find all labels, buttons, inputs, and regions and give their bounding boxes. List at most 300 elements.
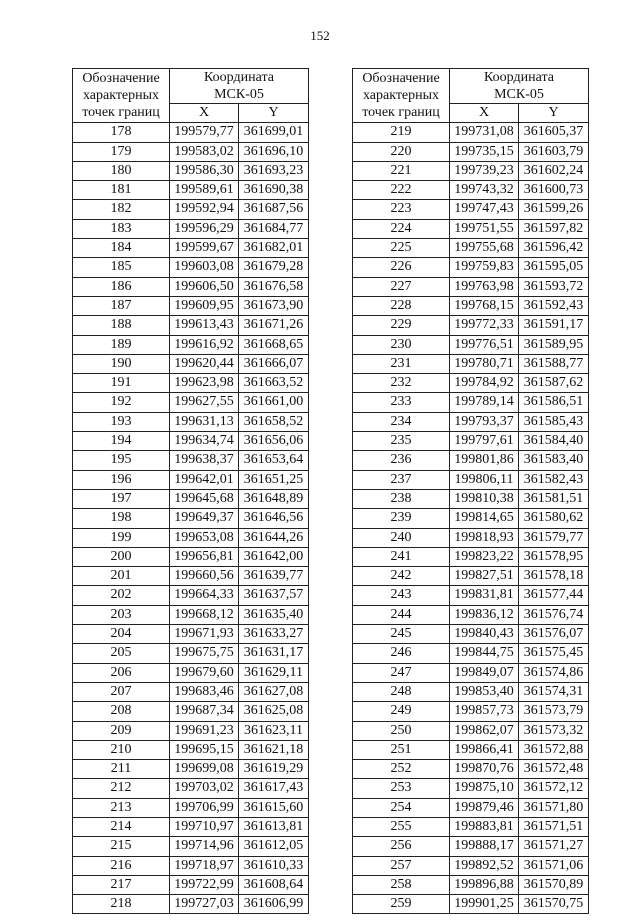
table-row <box>353 817 589 836</box>
point-number-cell: 250 <box>353 721 450 740</box>
x-coordinate-cell: 199883,81 <box>450 817 519 836</box>
x-coordinate-cell: 199645,68 <box>170 489 239 508</box>
y-coordinate-cell: 361571,27 <box>519 837 589 856</box>
table-row <box>353 123 589 142</box>
point-number-cell: 198 <box>73 509 170 528</box>
y-coordinate-cell: 361571,80 <box>519 798 589 817</box>
table-row <box>353 721 589 740</box>
x-coordinate-cell: 199718,97 <box>170 856 239 875</box>
y-coordinate-cell: 361600,73 <box>519 181 589 200</box>
table-row <box>353 509 589 528</box>
table-row <box>73 682 309 701</box>
point-number-cell: 220 <box>353 142 450 161</box>
header-line: МСК-05 <box>494 87 544 102</box>
y-coordinate-cell: 361599,26 <box>519 200 589 219</box>
x-coordinate-cell: 199653,08 <box>170 528 239 547</box>
point-number-cell: 216 <box>73 856 170 875</box>
x-column-header: X <box>450 104 519 123</box>
x-coordinate-cell: 199831,81 <box>450 586 519 605</box>
point-number-cell: 195 <box>73 451 170 470</box>
y-coordinate-cell: 361578,95 <box>519 547 589 566</box>
table-row <box>73 123 309 142</box>
point-number-cell: 249 <box>353 702 450 721</box>
point-number-cell: 247 <box>353 663 450 682</box>
x-coordinate-cell: 199583,02 <box>170 142 239 161</box>
y-coordinate-cell: 361658,52 <box>239 412 309 431</box>
y-coordinate-cell: 361570,75 <box>519 895 589 914</box>
point-number-cell: 193 <box>73 412 170 431</box>
table-row <box>353 605 589 624</box>
x-coordinate-cell: 199735,15 <box>450 142 519 161</box>
point-number-cell: 227 <box>353 277 450 296</box>
table-row <box>73 586 309 605</box>
x-coordinate-cell: 199589,61 <box>170 181 239 200</box>
y-coordinate-cell: 361572,88 <box>519 740 589 759</box>
table-row <box>353 354 589 373</box>
point-number-cell: 212 <box>73 779 170 798</box>
y-coordinate-cell: 361575,45 <box>519 644 589 663</box>
x-coordinate-cell: 199862,07 <box>450 721 519 740</box>
table-row <box>73 702 309 721</box>
x-coordinate-cell: 199710,97 <box>170 817 239 836</box>
table-row <box>353 296 589 315</box>
y-coordinate-cell: 361621,18 <box>239 740 309 759</box>
point-number-cell: 185 <box>73 258 170 277</box>
point-number-cell: 182 <box>73 200 170 219</box>
point-number-cell: 251 <box>353 740 450 759</box>
y-coordinate-cell: 361639,77 <box>239 567 309 586</box>
point-number-cell: 238 <box>353 489 450 508</box>
point-number-cell: 209 <box>73 721 170 740</box>
table-row <box>353 335 589 354</box>
table-row <box>353 181 589 200</box>
point-number-cell: 179 <box>73 142 170 161</box>
x-coordinate-cell: 199827,51 <box>450 567 519 586</box>
x-coordinate-cell: 199840,43 <box>450 625 519 644</box>
point-number-cell: 242 <box>353 567 450 586</box>
point-number-cell: 178 <box>73 123 170 142</box>
table-row <box>73 258 309 277</box>
table-row <box>73 528 309 547</box>
point-number-cell: 199 <box>73 528 170 547</box>
x-coordinate-cell: 199722,99 <box>170 875 239 894</box>
table-row <box>73 837 309 856</box>
x-coordinate-cell: 199866,41 <box>450 740 519 759</box>
y-coordinate-cell: 361679,28 <box>239 258 309 277</box>
table-row <box>353 316 589 335</box>
x-coordinate-cell: 199806,11 <box>450 470 519 489</box>
point-number-cell: 228 <box>353 296 450 315</box>
x-coordinate-cell: 199638,37 <box>170 451 239 470</box>
y-coordinate-cell: 361572,12 <box>519 779 589 798</box>
point-number-cell: 206 <box>73 663 170 682</box>
point-number-cell: 189 <box>73 335 170 354</box>
x-coordinate-cell: 199823,22 <box>450 547 519 566</box>
y-coordinate-cell: 361605,37 <box>519 123 589 142</box>
x-coordinate-cell: 199772,33 <box>450 316 519 335</box>
y-coordinate-cell: 361606,99 <box>239 895 309 914</box>
y-coordinate-cell: 361673,90 <box>239 296 309 315</box>
y-coordinate-cell: 361595,05 <box>519 258 589 277</box>
x-coordinate-cell: 199683,46 <box>170 682 239 701</box>
table-row <box>73 335 309 354</box>
point-number-cell: 186 <box>73 277 170 296</box>
x-coordinate-cell: 199656,81 <box>170 547 239 566</box>
table-row <box>73 277 309 296</box>
table-row <box>73 470 309 489</box>
page-number: 152 <box>310 28 330 43</box>
x-coordinate-cell: 199836,12 <box>450 605 519 624</box>
coordinates-table-right <box>352 68 589 914</box>
table-row <box>353 779 589 798</box>
point-number-cell: 224 <box>353 219 450 238</box>
point-number-cell: 221 <box>353 161 450 180</box>
x-coordinate-cell: 199609,95 <box>170 296 239 315</box>
point-number-cell: 256 <box>353 837 450 856</box>
point-number-cell: 236 <box>353 451 450 470</box>
point-number-cell: 225 <box>353 239 450 258</box>
table-body-left <box>73 123 309 914</box>
y-coordinate-cell: 361571,06 <box>519 856 589 875</box>
y-coordinate-cell: 361693,23 <box>239 161 309 180</box>
y-coordinate-cell: 361580,62 <box>519 509 589 528</box>
y-coordinate-cell: 361696,10 <box>239 142 309 161</box>
x-coordinate-cell: 199691,23 <box>170 721 239 740</box>
y-coordinate-cell: 361582,43 <box>519 470 589 489</box>
table-row <box>353 277 589 296</box>
table-row <box>353 470 589 489</box>
x-coordinate-cell: 199784,92 <box>450 374 519 393</box>
point-number-cell: 210 <box>73 740 170 759</box>
x-coordinate-cell: 199706,99 <box>170 798 239 817</box>
x-coordinate-cell: 199679,60 <box>170 663 239 682</box>
y-coordinate-cell: 361617,43 <box>239 779 309 798</box>
table-row <box>353 586 589 605</box>
table-row <box>73 798 309 817</box>
y-coordinate-cell: 361653,64 <box>239 451 309 470</box>
x-coordinate-cell: 199892,52 <box>450 856 519 875</box>
header-line: Обозначение <box>362 71 440 87</box>
y-coordinate-cell: 361593,72 <box>519 277 589 296</box>
table-row <box>73 817 309 836</box>
table-row <box>353 740 589 759</box>
y-coordinate-cell: 361656,06 <box>239 432 309 451</box>
table-row <box>73 663 309 682</box>
x-coordinate-cell: 199613,43 <box>170 316 239 335</box>
table-row <box>73 856 309 875</box>
x-coordinate-cell: 199596,29 <box>170 219 239 238</box>
y-coordinate-cell: 361633,27 <box>239 625 309 644</box>
point-number-cell: 245 <box>353 625 450 644</box>
point-number-cell: 203 <box>73 605 170 624</box>
y-coordinate-cell: 361583,40 <box>519 451 589 470</box>
point-number-cell: 231 <box>353 354 450 373</box>
x-coordinate-cell: 199870,76 <box>450 760 519 779</box>
y-coordinate-cell: 361597,82 <box>519 219 589 238</box>
point-number-cell: 237 <box>353 470 450 489</box>
table-row <box>353 798 589 817</box>
table-row <box>353 200 589 219</box>
point-number-cell: 223 <box>353 200 450 219</box>
point-number-cell: 205 <box>73 644 170 663</box>
x-column-header: X <box>170 104 239 123</box>
y-coordinate-cell: 361644,26 <box>239 528 309 547</box>
table-row <box>353 451 589 470</box>
point-number-cell: 253 <box>353 779 450 798</box>
coordinate-system-header <box>170 69 309 104</box>
x-coordinate-cell: 199888,17 <box>450 837 519 856</box>
point-number-cell: 215 <box>73 837 170 856</box>
x-coordinate-cell: 199849,07 <box>450 663 519 682</box>
y-coordinate-cell: 361576,74 <box>519 605 589 624</box>
point-number-cell: 234 <box>353 412 450 431</box>
table-row <box>73 432 309 451</box>
table-row <box>353 895 589 914</box>
point-number-cell: 211 <box>73 760 170 779</box>
y-coordinate-cell: 361651,25 <box>239 470 309 489</box>
x-coordinate-cell: 199620,44 <box>170 354 239 373</box>
table-row <box>73 740 309 759</box>
x-coordinate-cell: 199634,74 <box>170 432 239 451</box>
x-coordinate-cell: 199793,37 <box>450 412 519 431</box>
y-coordinate-cell: 361570,89 <box>519 875 589 894</box>
table-row <box>73 721 309 740</box>
x-coordinate-cell: 199810,38 <box>450 489 519 508</box>
table-row <box>353 547 589 566</box>
table-row <box>73 239 309 258</box>
point-number-cell: 233 <box>353 393 450 412</box>
table-row <box>353 258 589 277</box>
x-coordinate-cell: 199631,13 <box>170 412 239 431</box>
table-row <box>353 219 589 238</box>
x-coordinate-cell: 199616,92 <box>170 335 239 354</box>
y-coordinate-cell: 361577,44 <box>519 586 589 605</box>
table-row <box>73 393 309 412</box>
y-coordinate-cell: 361625,08 <box>239 702 309 721</box>
y-coordinate-cell: 361581,51 <box>519 489 589 508</box>
x-coordinate-cell: 199780,71 <box>450 354 519 373</box>
y-coordinate-cell: 361690,38 <box>239 181 309 200</box>
table-row <box>353 663 589 682</box>
point-number-cell: 243 <box>353 586 450 605</box>
table-row <box>73 567 309 586</box>
x-coordinate-cell: 199579,77 <box>170 123 239 142</box>
x-coordinate-cell: 199603,08 <box>170 258 239 277</box>
x-coordinate-cell: 199627,55 <box>170 393 239 412</box>
x-coordinate-cell: 199801,86 <box>450 451 519 470</box>
x-coordinate-cell: 199747,43 <box>450 200 519 219</box>
y-coordinate-cell: 361615,60 <box>239 798 309 817</box>
y-coordinate-cell: 361671,26 <box>239 316 309 335</box>
y-coordinate-cell: 361646,56 <box>239 509 309 528</box>
y-coordinate-cell: 361627,08 <box>239 682 309 701</box>
table-row <box>73 181 309 200</box>
table-row <box>73 760 309 779</box>
table-row <box>353 142 589 161</box>
y-column-header: Y <box>519 104 589 123</box>
x-coordinate-cell: 199642,01 <box>170 470 239 489</box>
y-coordinate-cell: 361684,77 <box>239 219 309 238</box>
y-coordinate-cell: 361589,95 <box>519 335 589 354</box>
point-number-cell: 230 <box>353 335 450 354</box>
y-coordinate-cell: 361584,40 <box>519 432 589 451</box>
x-coordinate-cell: 199699,08 <box>170 760 239 779</box>
x-coordinate-cell: 199896,88 <box>450 875 519 894</box>
table-row <box>353 161 589 180</box>
y-coordinate-cell: 361579,77 <box>519 528 589 547</box>
header-line: Координата <box>204 70 274 85</box>
point-number-cell: 259 <box>353 895 450 914</box>
table-row <box>353 625 589 644</box>
y-coordinate-cell: 361592,43 <box>519 296 589 315</box>
x-coordinate-cell: 199731,08 <box>450 123 519 142</box>
point-number-cell: 241 <box>353 547 450 566</box>
x-coordinate-cell: 199623,98 <box>170 374 239 393</box>
y-coordinate-cell: 361602,24 <box>519 161 589 180</box>
x-coordinate-cell: 199586,30 <box>170 161 239 180</box>
point-number-cell: 197 <box>73 489 170 508</box>
table-row <box>353 856 589 875</box>
y-coordinate-cell: 361619,29 <box>239 760 309 779</box>
y-coordinate-cell: 361572,48 <box>519 760 589 779</box>
point-number-cell: 232 <box>353 374 450 393</box>
point-number-cell: 184 <box>73 239 170 258</box>
table-row <box>73 412 309 431</box>
point-number-cell: 226 <box>353 258 450 277</box>
point-number-cell: 190 <box>73 354 170 373</box>
x-coordinate-cell: 199901,25 <box>450 895 519 914</box>
y-coordinate-cell: 361635,40 <box>239 605 309 624</box>
point-number-cell: 187 <box>73 296 170 315</box>
point-number-cell: 240 <box>353 528 450 547</box>
header-line: Обозначение <box>82 71 160 87</box>
y-coordinate-cell: 361578,18 <box>519 567 589 586</box>
table-row <box>73 200 309 219</box>
header-line: Координата <box>484 70 554 85</box>
x-coordinate-cell: 199675,75 <box>170 644 239 663</box>
table-row <box>73 142 309 161</box>
table-row <box>73 354 309 373</box>
y-coordinate-cell: 361588,77 <box>519 354 589 373</box>
x-coordinate-cell: 199751,55 <box>450 219 519 238</box>
point-number-cell: 258 <box>353 875 450 894</box>
y-coordinate-cell: 361637,57 <box>239 586 309 605</box>
table-row <box>73 875 309 894</box>
x-coordinate-cell: 199853,40 <box>450 682 519 701</box>
y-coordinate-cell: 361610,33 <box>239 856 309 875</box>
table-row <box>73 895 309 914</box>
y-coordinate-cell: 361642,00 <box>239 547 309 566</box>
x-coordinate-cell: 199668,12 <box>170 605 239 624</box>
point-number-cell: 235 <box>353 432 450 451</box>
header-line: характерных <box>82 88 160 104</box>
y-coordinate-cell: 361608,64 <box>239 875 309 894</box>
point-number-cell: 194 <box>73 432 170 451</box>
point-number-cell: 214 <box>73 817 170 836</box>
header-line: МСК-05 <box>214 87 264 102</box>
table-row <box>73 296 309 315</box>
table-row <box>73 374 309 393</box>
point-number-cell: 229 <box>353 316 450 335</box>
x-coordinate-cell: 199671,93 <box>170 625 239 644</box>
point-number-cell: 222 <box>353 181 450 200</box>
point-number-cell: 252 <box>353 760 450 779</box>
table-row <box>353 528 589 547</box>
table-row <box>353 760 589 779</box>
y-coordinate-cell: 361687,56 <box>239 200 309 219</box>
table-row <box>73 489 309 508</box>
x-coordinate-cell: 199759,83 <box>450 258 519 277</box>
table-row <box>73 161 309 180</box>
table-row <box>73 509 309 528</box>
y-coordinate-cell: 361596,42 <box>519 239 589 258</box>
point-number-cell: 196 <box>73 470 170 489</box>
point-number-cell: 181 <box>73 181 170 200</box>
y-coordinate-cell: 361574,86 <box>519 663 589 682</box>
y-coordinate-cell: 361676,58 <box>239 277 309 296</box>
x-coordinate-cell: 199763,98 <box>450 277 519 296</box>
x-coordinate-cell: 199818,93 <box>450 528 519 547</box>
table-row <box>353 239 589 258</box>
y-coordinate-cell: 361571,51 <box>519 817 589 836</box>
point-number-cell: 202 <box>73 586 170 605</box>
table-row <box>353 489 589 508</box>
x-coordinate-cell: 199743,32 <box>450 181 519 200</box>
y-coordinate-cell: 361668,65 <box>239 335 309 354</box>
table-row <box>73 625 309 644</box>
point-number-cell: 192 <box>73 393 170 412</box>
x-coordinate-cell: 199755,68 <box>450 239 519 258</box>
y-coordinate-cell: 361663,52 <box>239 374 309 393</box>
x-coordinate-cell: 199660,56 <box>170 567 239 586</box>
point-number-cell: 254 <box>353 798 450 817</box>
table-row <box>353 837 589 856</box>
point-number-cell: 204 <box>73 625 170 644</box>
y-coordinate-cell: 361576,07 <box>519 625 589 644</box>
y-coordinate-cell: 361613,81 <box>239 817 309 836</box>
y-coordinate-cell: 361603,79 <box>519 142 589 161</box>
x-coordinate-cell: 199768,15 <box>450 296 519 315</box>
x-coordinate-cell: 199814,65 <box>450 509 519 528</box>
x-coordinate-cell: 199739,23 <box>450 161 519 180</box>
x-coordinate-cell: 199695,15 <box>170 740 239 759</box>
y-coordinate-cell: 361631,17 <box>239 644 309 663</box>
point-number-cell: 257 <box>353 856 450 875</box>
point-number-cell: 208 <box>73 702 170 721</box>
table-row <box>73 779 309 798</box>
header-line: характерных <box>362 88 440 104</box>
table-row <box>353 412 589 431</box>
x-coordinate-cell: 199789,14 <box>450 393 519 412</box>
y-coordinate-cell: 361573,32 <box>519 721 589 740</box>
table-row <box>353 875 589 894</box>
point-designation-header <box>353 69 450 123</box>
x-coordinate-cell: 199879,46 <box>450 798 519 817</box>
x-coordinate-cell: 199599,67 <box>170 239 239 258</box>
point-number-cell: 246 <box>353 644 450 663</box>
coordinates-table-left <box>72 68 309 914</box>
y-coordinate-cell: 361574,31 <box>519 682 589 701</box>
x-coordinate-cell: 199664,33 <box>170 586 239 605</box>
header-line: точек границ <box>82 105 160 121</box>
y-coordinate-cell: 361629,11 <box>239 663 309 682</box>
point-number-cell: 244 <box>353 605 450 624</box>
x-coordinate-cell: 199797,61 <box>450 432 519 451</box>
table-row <box>353 567 589 586</box>
x-coordinate-cell: 199776,51 <box>450 335 519 354</box>
y-coordinate-cell: 361623,11 <box>239 721 309 740</box>
y-coordinate-cell: 361591,17 <box>519 316 589 335</box>
